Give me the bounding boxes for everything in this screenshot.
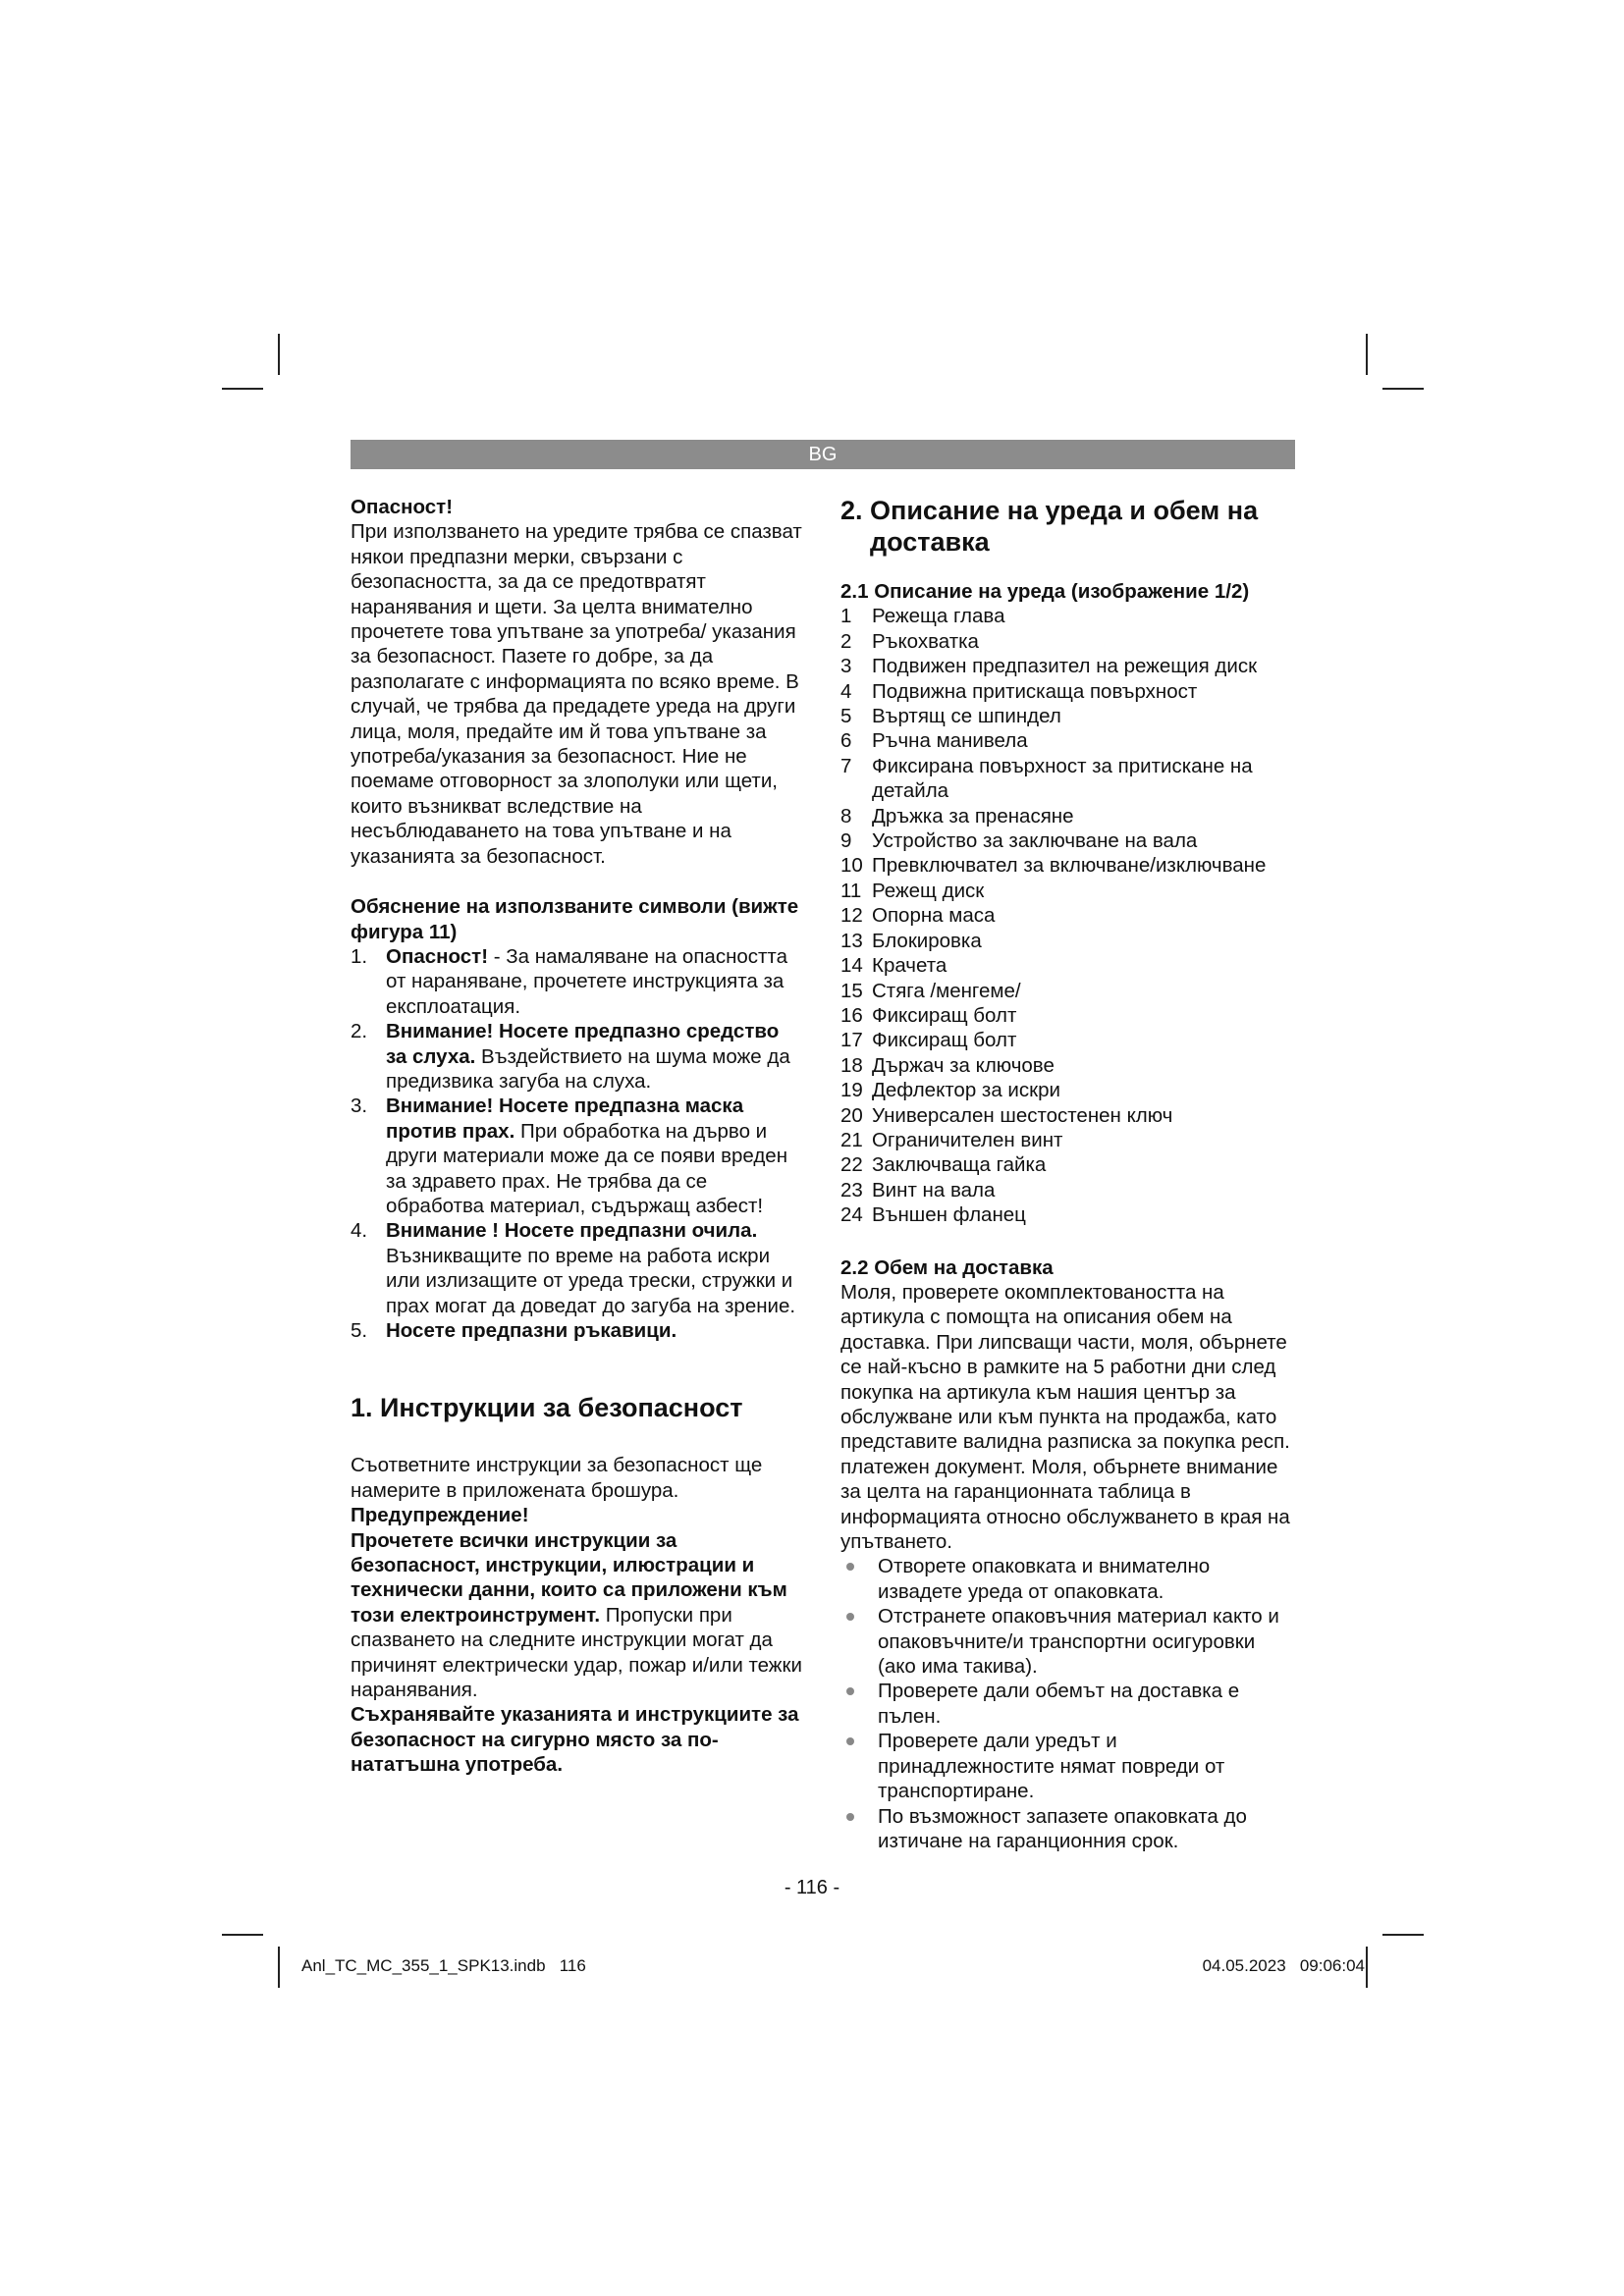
part-item <box>840 1053 1294 1078</box>
part-number: 2 <box>840 629 852 653</box>
checklist-item <box>840 1729 1294 1803</box>
part-label: Фиксирана повърхност за притискане на детайла <box>872 754 1253 803</box>
part-label: Устройство за заключване на вала <box>872 829 1198 853</box>
crop-mark-bottom-left-horizontal <box>222 1934 263 1936</box>
part-item <box>840 804 1294 828</box>
bullet-icon <box>846 1687 854 1695</box>
sub22-text: Моля, проверете окомплектоваността на артикула с помощта на описания обем на доставка. При липсващи части, моля, обърнете се най-късно в рамките на 5 работни дни след покупка на артикула към нашия център за обслужване или към пункта на продажба, като представите валидна разписка за покупка респ. платежен документ. Моля, обърнете внимание за целта на гаранционната таблица в информацията относно обслужването в края на упътването. <box>840 1280 1290 1554</box>
part-label: Универсален шестостенен ключ <box>872 1103 1173 1127</box>
checklist-item <box>840 1804 1294 1854</box>
part-item <box>840 1152 1294 1177</box>
crop-mark-top-right-vertical <box>1366 334 1368 375</box>
left-column <box>351 495 804 1778</box>
crop-mark-bottom-left-vertical <box>278 1947 280 1988</box>
part-item <box>840 1003 1294 1028</box>
warning-text: Пропуски при спазването на следните инструкции могат да причинят електрически удар, пожар и/или тежки наранявания. <box>351 1603 802 1702</box>
part-item <box>840 679 1294 704</box>
part-label: Блокировка <box>872 929 982 952</box>
part-item <box>840 728 1294 753</box>
part-item <box>840 828 1294 853</box>
part-item <box>840 629 1294 654</box>
part-label: Подвижна притискаща повърхност <box>872 679 1198 703</box>
bullet-icon <box>846 1563 854 1571</box>
symbol-number: 4. <box>351 1219 368 1243</box>
part-label: Външен фланец <box>872 1203 1026 1227</box>
symbol-item <box>351 944 804 1019</box>
part-item <box>840 1178 1294 1202</box>
part-item <box>840 929 1294 953</box>
part-number: 4 <box>840 679 852 703</box>
part-number: 12 <box>840 904 863 928</box>
part-label: Опорна маса <box>872 904 996 928</box>
danger-text: При използването на уредите трябва се спазват някои предпазни мерки, свързани с безопасността, за да се предотвратят наранявания и щети. За целта внимателно прочетете това упътване за употреба/ указания за безопасност. Пазете го добре, за да разполагате с информацията по всяко време. В случай, че трябва да предадете уреда на други лица, моля, предайте им й това упътване за употреба/указания за безопасност. Ние не поемаме отговорност за злополуки или щети, които възникват вследствие на несъблюдаването на това упътване и на указанията за безопасност. <box>351 520 802 868</box>
symbol-item <box>351 1218 804 1318</box>
part-label: Стяга /менгеме/ <box>872 979 1021 1002</box>
symbol-text: - За намаляване на опасността от нараняване, прочетете инструкцията за експлоатация. <box>386 944 787 1018</box>
part-label: Ръкохватка <box>872 629 979 653</box>
checklist-text: Отворете опаковката и внимателно извадете уреда от опаковката. <box>878 1555 1211 1603</box>
part-number: 1 <box>840 605 852 628</box>
checklist-item <box>840 1679 1294 1729</box>
part-label: Фиксиращ болт <box>872 1029 1017 1052</box>
part-number: 6 <box>840 729 852 753</box>
part-number: 24 <box>840 1203 863 1227</box>
checklist-text: Проверете дали обемът на доставка е пълен. <box>878 1680 1240 1728</box>
part-number: 16 <box>840 1003 863 1027</box>
warning-title: Предупреждение! <box>351 1504 529 1527</box>
part-label: Винт на вала <box>872 1178 996 1201</box>
symbol-text: Възникващите по време на работа искри или излизащите от уреда трески, стружки и прах могат да доведат до загуба на зрение. <box>386 1244 796 1317</box>
danger-title: Опасност! <box>351 496 454 518</box>
part-number: 5 <box>840 705 852 728</box>
part-item <box>840 1078 1294 1102</box>
bullet-icon <box>846 1613 854 1621</box>
part-item <box>840 704 1294 728</box>
crop-mark-top-right-horizontal <box>1382 388 1424 390</box>
part-item <box>840 1128 1294 1152</box>
part-number: 14 <box>840 954 863 978</box>
part-number: 18 <box>840 1053 863 1077</box>
checklist-text: Проверете дали уредът и принадлежностите нямат повреди от транспортиране. <box>878 1730 1225 1803</box>
part-label: Ограничителен винт <box>872 1128 1063 1151</box>
sub21-title: 2.1 Описание на уреда (изображение 1/2) <box>840 580 1250 603</box>
part-item <box>840 1103 1294 1128</box>
bullet-icon <box>846 1737 854 1745</box>
symbol-bold: Внимание ! Носете предпазни очила. <box>386 1219 758 1243</box>
part-number: 21 <box>840 1128 863 1151</box>
symbol-item <box>351 1019 804 1094</box>
symbol-number: 5. <box>351 1319 368 1342</box>
symbols-list <box>351 944 804 1344</box>
symbol-number: 1. <box>351 944 368 968</box>
checklist-item <box>840 1554 1294 1604</box>
right-column <box>840 495 1294 1853</box>
symbol-item <box>351 1318 804 1343</box>
crop-mark-top-left-horizontal <box>222 388 263 390</box>
part-item <box>840 879 1294 903</box>
part-label: Превключвател за включване/изключване <box>872 854 1267 878</box>
part-number: 8 <box>840 804 852 828</box>
part-label: Дефлектор за искри <box>872 1079 1060 1102</box>
part-item <box>840 654 1294 678</box>
part-number: 7 <box>840 754 852 777</box>
part-number: 13 <box>840 929 863 952</box>
part-label: Режещ диск <box>872 879 985 902</box>
part-item <box>840 903 1294 928</box>
part-number: 9 <box>840 829 852 853</box>
crop-mark-top-left-vertical <box>278 334 280 375</box>
warning-bold-text: Прочетете всички инструкции за безопасност, инструкции, илюстрации и технически данни, които са приложени към този електроинструмент. <box>351 1528 787 1627</box>
section1-title: 1. Инструкции за безопасност <box>351 1393 743 1423</box>
date-time: 04.05.2023 09:06:04 <box>1202 1956 1365 1975</box>
part-number: 10 <box>840 854 863 878</box>
part-label: Заключваща гайка <box>872 1153 1047 1177</box>
part-label: Фиксиращ болт <box>872 1003 1017 1027</box>
part-item <box>840 1202 1294 1227</box>
delivery-checklist <box>840 1554 1294 1853</box>
part-label: Ръчна манивела <box>872 729 1028 753</box>
part-item <box>840 754 1294 804</box>
part-item <box>840 1028 1294 1052</box>
parts-list <box>840 604 1294 1227</box>
symbol-bold: Внимание! Носете предпазно средство за слуха. <box>386 1020 780 1068</box>
part-number: 11 <box>840 879 862 902</box>
part-number: 20 <box>840 1103 863 1127</box>
part-number: 23 <box>840 1178 863 1201</box>
section1-text: Съответните инструкции за безопасност ще намерите в приложената брошура. <box>351 1454 763 1502</box>
checklist-text: Отстранете опаковъчния материал както и опаковъчните/и транспортни осигуровки (ако има такива). <box>878 1605 1279 1679</box>
symbol-number: 2. <box>351 1020 368 1043</box>
bullet-icon <box>846 1813 854 1821</box>
part-item <box>840 853 1294 878</box>
part-number: 3 <box>840 655 852 678</box>
part-label: Въртящ се шпиндел <box>872 705 1061 728</box>
part-item <box>840 604 1294 628</box>
part-item <box>840 953 1294 978</box>
crop-mark-bottom-right-vertical <box>1366 1947 1368 1988</box>
part-number: 17 <box>840 1029 863 1052</box>
language-code: BG <box>808 444 838 465</box>
section2-title <box>840 495 1294 558</box>
part-number: 19 <box>840 1079 863 1102</box>
symbol-item <box>351 1094 804 1218</box>
crop-mark-bottom-right-horizontal <box>1382 1934 1424 1936</box>
part-label: Подвижен предпазител на режещия диск <box>872 655 1258 678</box>
checklist-item <box>840 1604 1294 1679</box>
symbols-title: Обяснение на използваните символи (вижте фигура 11) <box>351 895 799 943</box>
symbol-bold: Носете предпазни ръкавици. <box>386 1319 677 1342</box>
page-number: - 116 - <box>784 1877 840 1898</box>
file-info: Anl_TC_MC_355_1_SPK13.indb 116 <box>301 1956 586 1975</box>
part-item <box>840 979 1294 1003</box>
part-label: Режеща глава <box>872 605 1005 628</box>
part-number: 15 <box>840 979 863 1002</box>
sub22-title: 2.2 Обем на доставка <box>840 1255 1054 1279</box>
symbol-bold: Внимание! Носете предпазна маска против прах. <box>386 1095 744 1143</box>
checklist-text: По възможност запазете опаковката до изтичане на гаранционния срок. <box>878 1804 1247 1852</box>
symbol-text: При обработка на дърво и други материали може да се появи вреден за здравето прах. Не трябва да се обработва материал, съдържащ азбест! <box>386 1119 788 1217</box>
keep-instructions-text: Съхранявайте указанията и инструкциите за безопасност на сигурно място за по-нататъшна употреба. <box>351 1703 799 1777</box>
symbol-bold: Опасност! <box>386 944 489 968</box>
part-label: Дръжка за пренасяне <box>872 804 1074 828</box>
part-label: Държач за ключове <box>872 1053 1055 1077</box>
part-label: Крачета <box>872 954 947 978</box>
section2-title-line1: 2. Описание на уреда и обем на <box>840 496 1259 525</box>
symbol-text: Въздействието на шума може да предизвика загуба на слуха. <box>386 1044 790 1093</box>
part-number: 22 <box>840 1153 863 1177</box>
symbol-number: 3. <box>351 1095 368 1118</box>
language-header-bar <box>351 440 1295 469</box>
section2-title-line2: доставка <box>870 527 990 557</box>
